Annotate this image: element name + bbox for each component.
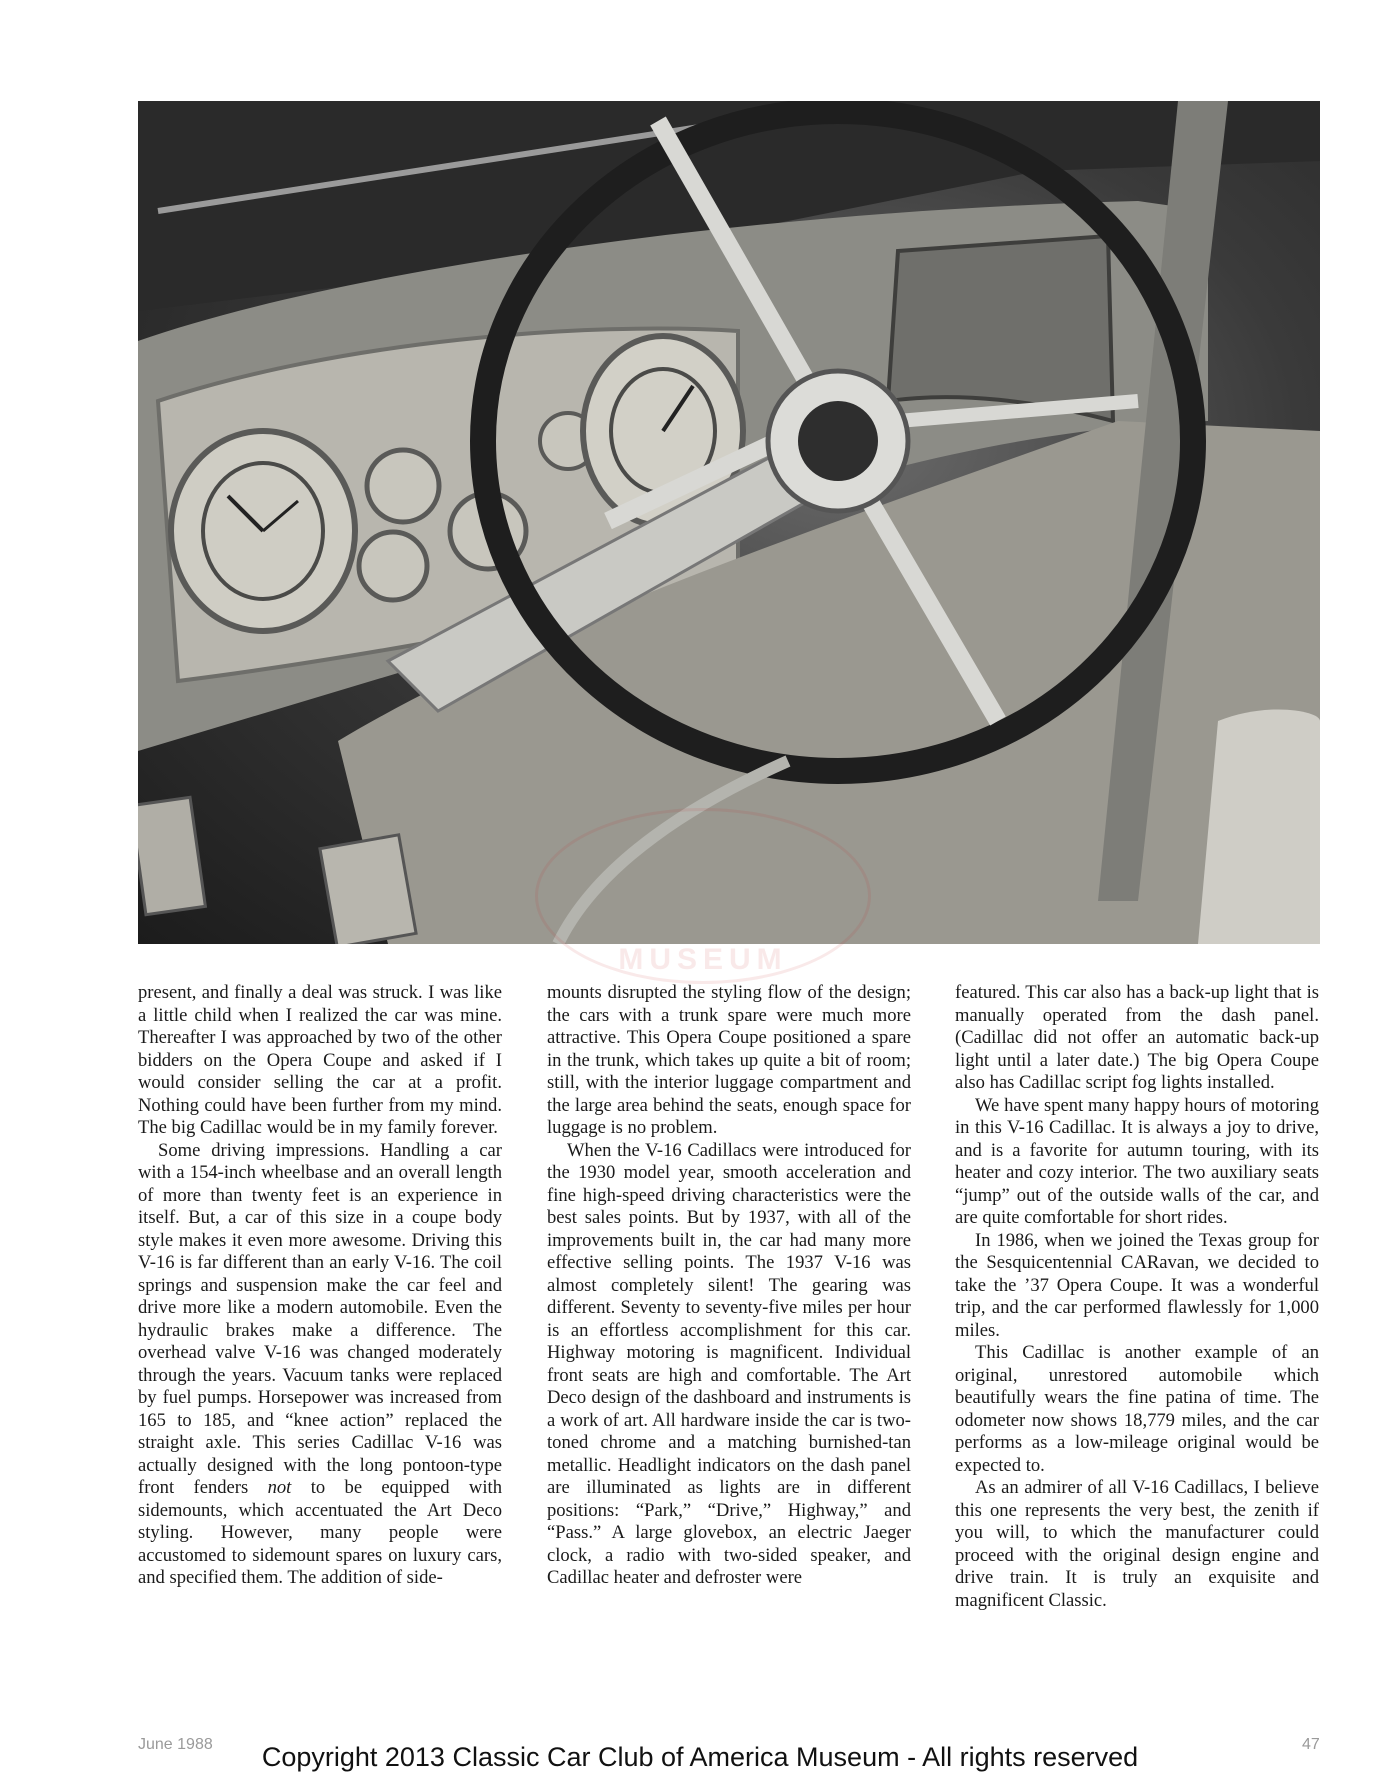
paragraph	[138, 1140, 502, 1590]
museum-watermark	[535, 808, 871, 984]
paragraph: We have spent many happy hours of motoring in this V-16 Cadillac. It is always a joy to drive, and is a favorite for autumn touring, with its heater and cozy interior. The two auxiliary seats “jump” out of the outside walls of the car, and are quite comfortable for short rides.	[955, 1094, 1319, 1228]
text-column-2	[547, 982, 911, 1590]
paragraph: In 1986, when we joined the Texas group for the Sesquicentennial CARavan, we decided to take the ’37 Opera Coupe. It was a wonderful trip, and the car performed flawlessly for 1,000 miles.	[955, 1229, 1319, 1341]
paragraph-text: Some driving impressions. Handling a car with a 154-inch wheelbase and an overall length of more than twenty feet is an experience in itself. But, a car of this size in a coupe body style makes it even more awesome. Driving this V-16 is far different than an early V-16. The coil springs and suspension make the car feel and drive more like a modern automobile. Even the hydraulic brakes make a difference. The overhead valve V-16 was changed moderately through the years. Vacuum tanks were replaced by fuel pumps. Horsepower was increased from 165 to 185, and “knee action” replaced the straight axle. This series Cadillac V-16 was actually designed with the long pontoon-type front fenders	[138, 1139, 502, 1498]
text-column-3	[955, 982, 1319, 1612]
page-number: 47	[1302, 1736, 1320, 1753]
issue-date: June 1988	[138, 1736, 213, 1753]
paragraph: This Cadillac is another example of an original, unrestored automobile which beautifully wears the fine patina of time. The odometer now shows 18,779 miles, and the car performs as a low-mileage original would be expected to.	[955, 1342, 1319, 1476]
clock-gauge	[171, 431, 355, 631]
paragraph-text: to be equipped with sidemounts, which accentuated the Art Deco styling. However, many people were accustomed to sidemount spares on luxury cars, and specified them. The addition of side-	[138, 1477, 502, 1588]
text-column-1	[138, 982, 502, 1590]
paragraph: featured. This car also has a back-up light that is manually operated from the dash panel. (Cadillac did not offer an automatic back-up light until a later date.) The big Opera Coupe also has Cadillac script fog lights installed.	[955, 982, 1319, 1093]
paragraph: As an admirer of all V-16 Cadillacs, I believe this one represents the very best, the zenith if you will, to which the manufacturer could proceed with the original design engine and drive train. It is truly an exquisite and magnificent Classic.	[955, 1477, 1319, 1611]
emphasis-text: not	[267, 1477, 292, 1498]
paragraph: present, and finally a deal was struck. I was like a little child when I realized the car was mine. Thereafter I was approached by two of the other bidders on the Opera Coupe and asked if I would consider selling the car at a profit. Nothing could have been further from my mind. The big Cadillac would be in my family forever.	[138, 982, 502, 1138]
copyright-notice: Copyright 2013 Classic Car Club of America Museum - All rights reserved	[261, 1742, 1139, 1772]
watermark-text: MUSEUM	[618, 943, 788, 976]
paragraph: When the V-16 Cadillacs were introduced for the 1930 model year, smooth acceleration and fine high-speed driving characteristics were the best sales points. But by 1937, with all of the improvements built in, the car had many more effective selling points. The 1937 V-16 was almost completely silent! The gearing was different. Seventy to seventy-five miles per hour is an effortless accomplishment for this car. Highway motoring is magnificent. Individual front seats are high and comfortable. The Art Deco design of the dashboard and instruments is a work of art. All hardware inside the car is two-toned chrome and a matching burnished-tan metallic. Headlight indicators on the dash panel are illuminated as lights are in different positions: “Park,” “Drive,” Highway,” and “Pass.” A large glovebox, an electric Jaeger clock, a radio with two-sided speaker, and Cadillac heater and defroster were	[547, 1139, 911, 1588]
paragraph: mounts disrupted the styling flow of the design; the cars with a trunk spare were much more attractive. This Opera Coupe positioned a spare in the trunk, which takes up quite a bit of room; still, with the interior luggage compartment and the large area behind the seats, enough space for luggage is no problem.	[547, 982, 911, 1138]
